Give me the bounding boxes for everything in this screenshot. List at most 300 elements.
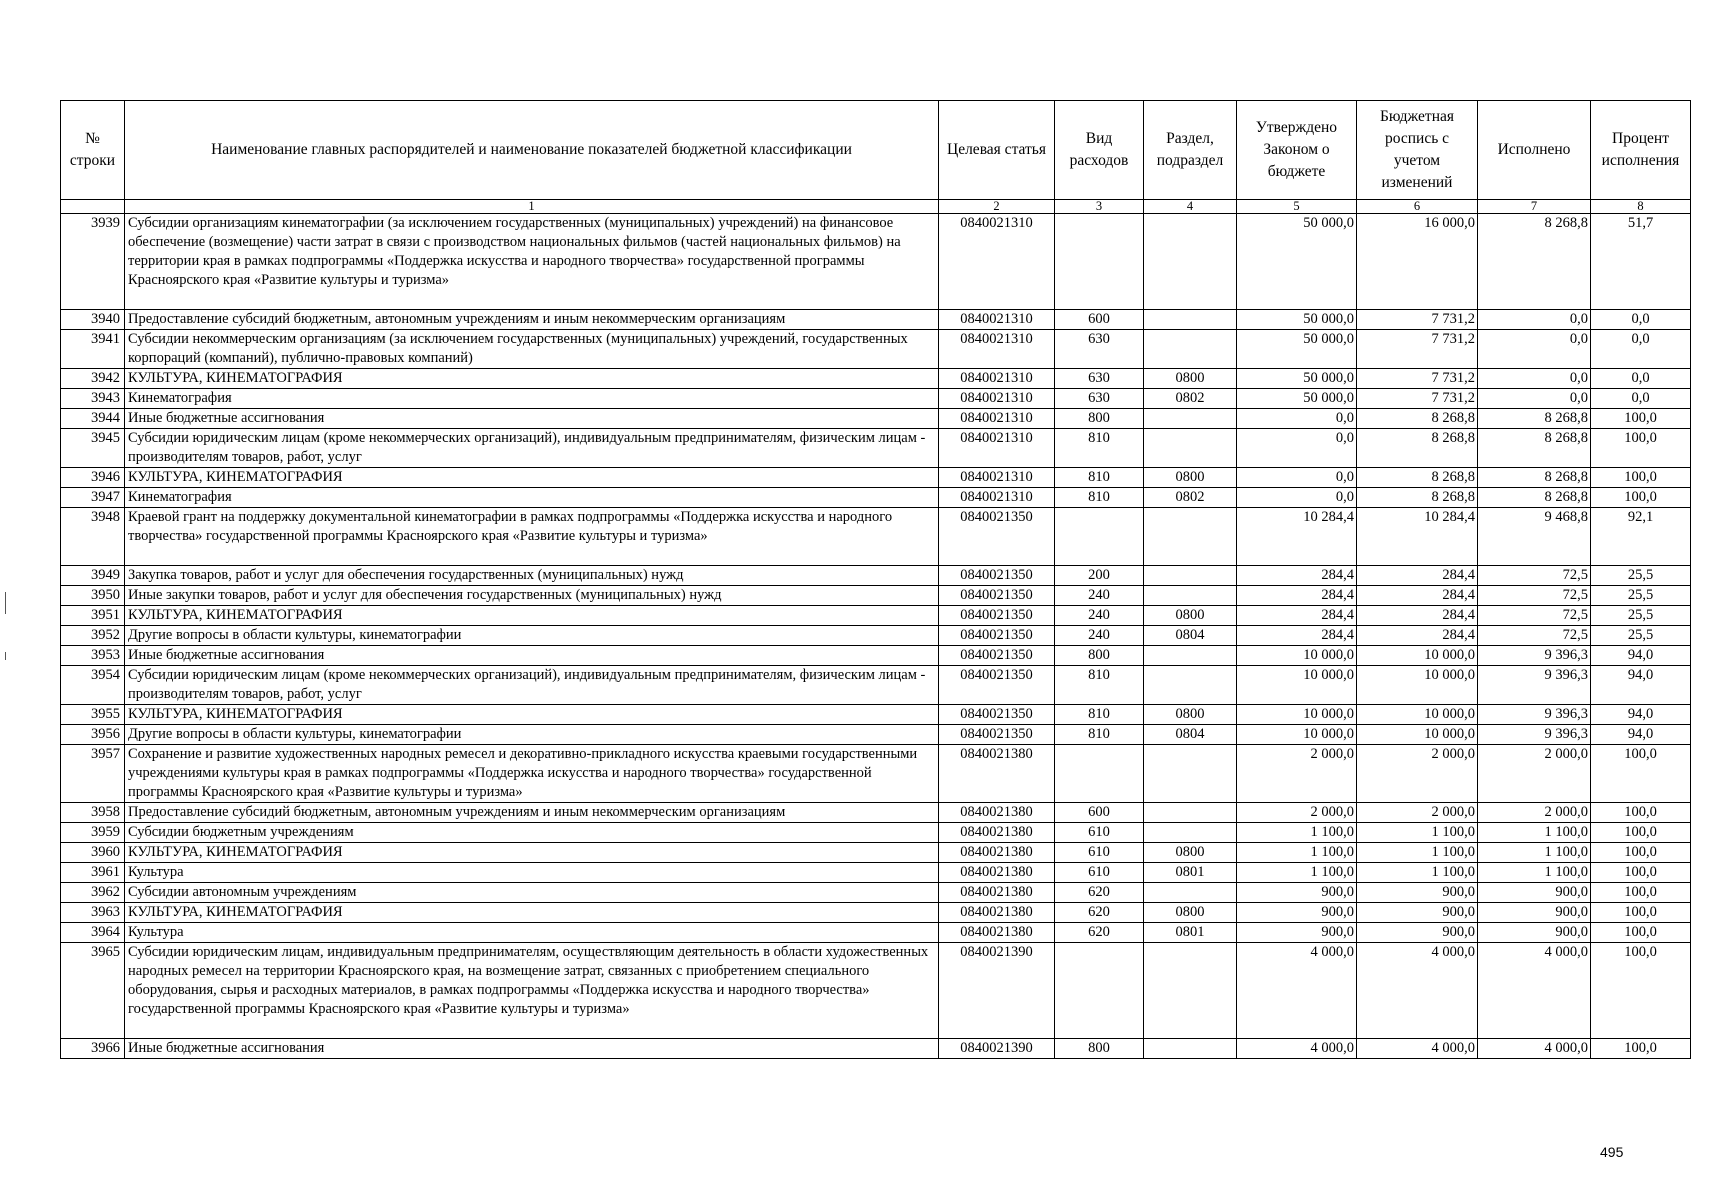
row-number: 3942: [61, 369, 125, 389]
target-article: 0840021350: [939, 626, 1055, 646]
row-number: 3943: [61, 389, 125, 409]
schedule-amount: 16 000,0: [1357, 214, 1478, 310]
execution-percent: 0,0: [1591, 389, 1691, 409]
executed-amount: 0,0: [1478, 330, 1591, 369]
row-number: 3952: [61, 626, 125, 646]
execution-percent: 51,7: [1591, 214, 1691, 310]
executed-amount: 8 268,8: [1478, 214, 1591, 310]
expense-type: 810: [1055, 666, 1144, 705]
row-name: Культура: [125, 923, 939, 943]
row-number: 3957: [61, 745, 125, 803]
schedule-amount: 8 268,8: [1357, 468, 1478, 488]
approved-amount: 0,0: [1237, 468, 1357, 488]
approved-amount: 10 284,4: [1237, 508, 1357, 566]
row-name: КУЛЬТУРА, КИНЕМАТОГРАФИЯ: [125, 606, 939, 626]
schedule-amount: 284,4: [1357, 566, 1478, 586]
approved-amount: 1 100,0: [1237, 843, 1357, 863]
table-row: [61, 606, 1691, 626]
approved-amount: 10 000,0: [1237, 666, 1357, 705]
approved-amount: 0,0: [1237, 409, 1357, 429]
executed-amount: 1 100,0: [1478, 843, 1591, 863]
schedule-amount: 8 268,8: [1357, 488, 1478, 508]
approved-amount: 0,0: [1237, 488, 1357, 508]
table-row: [61, 429, 1691, 468]
header-expense-type: Вид расходов: [1055, 101, 1144, 200]
execution-percent: 94,0: [1591, 705, 1691, 725]
table-row: [61, 883, 1691, 903]
row-name: Кинематография: [125, 488, 939, 508]
section-code: 0801: [1144, 923, 1237, 943]
schedule-amount: 8 268,8: [1357, 409, 1478, 429]
target-article: 0840021310: [939, 488, 1055, 508]
expense-type: 630: [1055, 369, 1144, 389]
schedule-amount: 10 000,0: [1357, 725, 1478, 745]
row-number: 3961: [61, 863, 125, 883]
schedule-amount: 2 000,0: [1357, 803, 1478, 823]
execution-percent: 0,0: [1591, 369, 1691, 389]
approved-amount: 4 000,0: [1237, 1039, 1357, 1059]
table-row: [61, 508, 1691, 566]
budget-table: [60, 100, 1691, 1059]
expense-type: 810: [1055, 488, 1144, 508]
row-name: Иные бюджетные ассигнования: [125, 646, 939, 666]
schedule-amount: 10 284,4: [1357, 508, 1478, 566]
header-percent: Процент исполнения: [1591, 101, 1691, 200]
approved-amount: 50 000,0: [1237, 310, 1357, 330]
approved-amount: 2 000,0: [1237, 803, 1357, 823]
execution-percent: 100,0: [1591, 823, 1691, 843]
row-name: Иные бюджетные ассигнования: [125, 409, 939, 429]
row-number: 3963: [61, 903, 125, 923]
column-number: 5: [1237, 200, 1357, 214]
table-row: [61, 863, 1691, 883]
approved-amount: 0,0: [1237, 429, 1357, 468]
approved-amount: 50 000,0: [1237, 369, 1357, 389]
target-article: 0840021310: [939, 310, 1055, 330]
table-row: [61, 330, 1691, 369]
table-row: [61, 725, 1691, 745]
budget-table-sheet: [60, 100, 1690, 1059]
expense-type: 630: [1055, 389, 1144, 409]
row-name: Культура: [125, 863, 939, 883]
schedule-amount: 1 100,0: [1357, 863, 1478, 883]
table-row: [61, 310, 1691, 330]
approved-amount: 284,4: [1237, 626, 1357, 646]
target-article: 0840021350: [939, 705, 1055, 725]
header-section: Раздел, подраздел: [1144, 101, 1237, 200]
execution-percent: 100,0: [1591, 488, 1691, 508]
column-number: 3: [1055, 200, 1144, 214]
header-executed: Исполнено: [1478, 101, 1591, 200]
section-code: 0801: [1144, 863, 1237, 883]
row-name: Кинематография: [125, 389, 939, 409]
approved-amount: 10 000,0: [1237, 725, 1357, 745]
executed-amount: 8 268,8: [1478, 488, 1591, 508]
schedule-amount: 2 000,0: [1357, 745, 1478, 803]
section-code: [1144, 508, 1237, 566]
header-budget-schedule: Бюджетная роспись с учетом изменений: [1357, 101, 1478, 200]
table-row: [61, 586, 1691, 606]
row-name: КУЛЬТУРА, КИНЕМАТОГРАФИЯ: [125, 705, 939, 725]
expense-type: [1055, 745, 1144, 803]
executed-amount: 900,0: [1478, 923, 1591, 943]
target-article: 0840021310: [939, 468, 1055, 488]
approved-amount: 4 000,0: [1237, 943, 1357, 1039]
execution-percent: 25,5: [1591, 586, 1691, 606]
target-article: 0840021350: [939, 666, 1055, 705]
executed-amount: 900,0: [1478, 903, 1591, 923]
executed-amount: 72,5: [1478, 566, 1591, 586]
execution-percent: 94,0: [1591, 666, 1691, 705]
section-code: 0800: [1144, 903, 1237, 923]
section-code: 0800: [1144, 369, 1237, 389]
row-number: 3948: [61, 508, 125, 566]
row-name: Другие вопросы в области культуры, кинематографии: [125, 725, 939, 745]
executed-amount: 0,0: [1478, 369, 1591, 389]
column-number: 6: [1357, 200, 1478, 214]
header-approved: Утверждено Законом о бюджете: [1237, 101, 1357, 200]
section-code: [1144, 943, 1237, 1039]
row-name: Краевой грант на поддержку документальной кинематографии в рамках подпрограммы «Поддержка искусства и народного творчества» государственной программы Красноярского края «Развитие культуры и туризма»: [125, 508, 939, 566]
execution-percent: 94,0: [1591, 725, 1691, 745]
schedule-amount: 4 000,0: [1357, 943, 1478, 1039]
row-name: Субсидии автономным учреждениям: [125, 883, 939, 903]
approved-amount: 900,0: [1237, 883, 1357, 903]
execution-percent: 0,0: [1591, 330, 1691, 369]
expense-type: 800: [1055, 409, 1144, 429]
target-article: 0840021380: [939, 745, 1055, 803]
row-name: Субсидии некоммерческим организациям (за исключением государственных (муниципальных) учреждений, государственных корпораций (компаний), публично-правовых компаний): [125, 330, 939, 369]
expense-type: [1055, 508, 1144, 566]
header-name: Наименование главных распорядителей и наименование показателей бюджетной классификации: [125, 101, 939, 200]
row-number: 3940: [61, 310, 125, 330]
expense-type: 800: [1055, 1039, 1144, 1059]
row-name: Субсидии юридическим лицам, индивидуальным предпринимателям, осуществляющим деятельность в области художественных народных ремесел на территории Красноярского края, на возмещение затрат, связанных с приобретением специального оборудования, сырья и расходных материалов, в рамках подпрограммы «Поддержка искусства и народного творчества» государственной программы Красноярского края «Развитие культуры и туризма»: [125, 943, 939, 1039]
table-row: [61, 803, 1691, 823]
table-header: [61, 101, 1691, 214]
header-target-article: Целевая статья: [939, 101, 1055, 200]
executed-amount: 8 268,8: [1478, 409, 1591, 429]
section-code: 0802: [1144, 389, 1237, 409]
schedule-amount: 900,0: [1357, 903, 1478, 923]
expense-type: 600: [1055, 803, 1144, 823]
table-row: [61, 943, 1691, 1039]
expense-type: 810: [1055, 468, 1144, 488]
row-number: 3947: [61, 488, 125, 508]
table-row: [61, 646, 1691, 666]
table-row: [61, 389, 1691, 409]
expense-type: 200: [1055, 566, 1144, 586]
target-article: 0840021380: [939, 903, 1055, 923]
approved-amount: 1 100,0: [1237, 863, 1357, 883]
execution-percent: 100,0: [1591, 468, 1691, 488]
schedule-amount: 7 731,2: [1357, 369, 1478, 389]
executed-amount: 0,0: [1478, 310, 1591, 330]
row-number: 3954: [61, 666, 125, 705]
row-name: КУЛЬТУРА, КИНЕМАТОГРАФИЯ: [125, 369, 939, 389]
table-row: [61, 369, 1691, 389]
row-name: Другие вопросы в области культуры, кинематографии: [125, 626, 939, 646]
table-row: [61, 903, 1691, 923]
section-code: 0804: [1144, 725, 1237, 745]
column-number: 1: [125, 200, 939, 214]
column-number: 8: [1591, 200, 1691, 214]
table-row: [61, 488, 1691, 508]
expense-type: 810: [1055, 705, 1144, 725]
expense-type: 810: [1055, 429, 1144, 468]
row-name: Иные бюджетные ассигнования: [125, 1039, 939, 1059]
schedule-amount: 10 000,0: [1357, 666, 1478, 705]
header-row: [61, 101, 1691, 200]
row-number: 3962: [61, 883, 125, 903]
row-name: Субсидии юридическим лицам (кроме некоммерческих организаций), индивидуальным предпринимателям, физическим лицам - производителям товаров, работ, услуг: [125, 429, 939, 468]
execution-percent: 100,0: [1591, 409, 1691, 429]
target-article: 0840021350: [939, 725, 1055, 745]
section-code: [1144, 566, 1237, 586]
scan-mark: [5, 652, 6, 660]
row-number: 3953: [61, 646, 125, 666]
section-code: [1144, 330, 1237, 369]
section-code: [1144, 823, 1237, 843]
row-number: 3964: [61, 923, 125, 943]
column-number: 4: [1144, 200, 1237, 214]
schedule-amount: 4 000,0: [1357, 1039, 1478, 1059]
approved-amount: 284,4: [1237, 606, 1357, 626]
expense-type: [1055, 214, 1144, 310]
schedule-amount: 10 000,0: [1357, 646, 1478, 666]
row-number: 3966: [61, 1039, 125, 1059]
section-code: [1144, 409, 1237, 429]
target-article: 0840021380: [939, 803, 1055, 823]
row-number: 3965: [61, 943, 125, 1039]
execution-percent: 100,0: [1591, 429, 1691, 468]
executed-amount: 1 100,0: [1478, 863, 1591, 883]
target-article: 0840021310: [939, 330, 1055, 369]
table-row: [61, 823, 1691, 843]
approved-amount: 284,4: [1237, 566, 1357, 586]
section-code: [1144, 586, 1237, 606]
execution-percent: 100,0: [1591, 903, 1691, 923]
expense-type: 620: [1055, 903, 1144, 923]
row-name: Субсидии организациям кинематографии (за исключением государственных (муниципальных) учреждений) на финансовое обеспечение (возмещение) части затрат в связи с производством национальных фильмов (частей национальных фильмов) на территории края в рамках подпрограммы «Поддержка искусства и народного творчества» государственной программы Красноярского края «Развитие культуры и туризма»: [125, 214, 939, 310]
section-code: 0800: [1144, 843, 1237, 863]
target-article: 0840021310: [939, 409, 1055, 429]
executed-amount: 8 268,8: [1478, 429, 1591, 468]
executed-amount: 900,0: [1478, 883, 1591, 903]
section-code: [1144, 1039, 1237, 1059]
target-article: 0840021390: [939, 943, 1055, 1039]
row-number: 3955: [61, 705, 125, 725]
section-code: 0804: [1144, 626, 1237, 646]
row-number: 3946: [61, 468, 125, 488]
target-article: 0840021380: [939, 823, 1055, 843]
table-row: [61, 666, 1691, 705]
schedule-amount: 8 268,8: [1357, 429, 1478, 468]
row-name: Субсидии бюджетным учреждениям: [125, 823, 939, 843]
section-code: [1144, 803, 1237, 823]
schedule-amount: 1 100,0: [1357, 823, 1478, 843]
executed-amount: 9 396,3: [1478, 725, 1591, 745]
executed-amount: 2 000,0: [1478, 745, 1591, 803]
expense-type: 240: [1055, 606, 1144, 626]
expense-type: 600: [1055, 310, 1144, 330]
expense-type: 810: [1055, 725, 1144, 745]
schedule-amount: 900,0: [1357, 883, 1478, 903]
expense-type: 620: [1055, 883, 1144, 903]
row-number: 3939: [61, 214, 125, 310]
approved-amount: 900,0: [1237, 903, 1357, 923]
table-row: [61, 409, 1691, 429]
expense-type: 630: [1055, 330, 1144, 369]
schedule-amount: 284,4: [1357, 586, 1478, 606]
row-number: 3941: [61, 330, 125, 369]
section-code: [1144, 883, 1237, 903]
table-row: [61, 843, 1691, 863]
section-code: [1144, 429, 1237, 468]
schedule-amount: 284,4: [1357, 626, 1478, 646]
executed-amount: 2 000,0: [1478, 803, 1591, 823]
row-number: 3960: [61, 843, 125, 863]
column-number-row: [61, 200, 1691, 214]
target-article: 0840021310: [939, 389, 1055, 409]
approved-amount: 284,4: [1237, 586, 1357, 606]
execution-percent: 100,0: [1591, 923, 1691, 943]
section-code: [1144, 646, 1237, 666]
section-code: 0800: [1144, 468, 1237, 488]
page-number: 495: [1600, 1144, 1624, 1160]
execution-percent: 25,5: [1591, 606, 1691, 626]
row-name: Иные закупки товаров, работ и услуг для обеспечения государственных (муниципальных) нужд: [125, 586, 939, 606]
expense-type: 240: [1055, 586, 1144, 606]
approved-amount: 50 000,0: [1237, 330, 1357, 369]
executed-amount: 4 000,0: [1478, 1039, 1591, 1059]
executed-amount: 9 396,3: [1478, 705, 1591, 725]
table-row: [61, 566, 1691, 586]
execution-percent: 100,0: [1591, 803, 1691, 823]
row-number: 3959: [61, 823, 125, 843]
schedule-amount: 900,0: [1357, 923, 1478, 943]
scan-mark: [5, 592, 6, 614]
target-article: 0840021350: [939, 646, 1055, 666]
expense-type: 610: [1055, 863, 1144, 883]
schedule-amount: 284,4: [1357, 606, 1478, 626]
execution-percent: 94,0: [1591, 646, 1691, 666]
execution-percent: 100,0: [1591, 843, 1691, 863]
execution-percent: 100,0: [1591, 745, 1691, 803]
column-number: 7: [1478, 200, 1591, 214]
row-name: КУЛЬТУРА, КИНЕМАТОГРАФИЯ: [125, 903, 939, 923]
approved-amount: 50 000,0: [1237, 389, 1357, 409]
row-name: Предоставление субсидий бюджетным, автономным учреждениям и иным некоммерческим организациям: [125, 310, 939, 330]
approved-amount: 2 000,0: [1237, 745, 1357, 803]
section-code: [1144, 666, 1237, 705]
execution-percent: 100,0: [1591, 883, 1691, 903]
execution-percent: 25,5: [1591, 626, 1691, 646]
row-number: 3951: [61, 606, 125, 626]
table-body: [61, 214, 1691, 1059]
execution-percent: 25,5: [1591, 566, 1691, 586]
section-code: [1144, 214, 1237, 310]
approved-amount: 10 000,0: [1237, 646, 1357, 666]
row-number: 3956: [61, 725, 125, 745]
row-number: 3944: [61, 409, 125, 429]
section-code: [1144, 745, 1237, 803]
row-number: 3945: [61, 429, 125, 468]
schedule-amount: 1 100,0: [1357, 843, 1478, 863]
executed-amount: 9 468,8: [1478, 508, 1591, 566]
expense-type: 620: [1055, 923, 1144, 943]
approved-amount: 900,0: [1237, 923, 1357, 943]
executed-amount: 9 396,3: [1478, 646, 1591, 666]
approved-amount: 1 100,0: [1237, 823, 1357, 843]
header-row-number: № строки: [61, 101, 125, 200]
approved-amount: 10 000,0: [1237, 705, 1357, 725]
expense-type: 610: [1055, 843, 1144, 863]
execution-percent: 0,0: [1591, 310, 1691, 330]
column-number: 2: [939, 200, 1055, 214]
expense-type: [1055, 943, 1144, 1039]
execution-percent: 100,0: [1591, 943, 1691, 1039]
row-number: 3949: [61, 566, 125, 586]
executed-amount: 72,5: [1478, 606, 1591, 626]
row-name: Сохранение и развитие художественных народных ремесел и декоративно-прикладного искусства краевыми государственными учреждениями культуры края в рамках подпрограммы «Поддержка искусства и народного творчества» государственной программы Красноярского края «Развитие культуры и туризма»: [125, 745, 939, 803]
execution-percent: 100,0: [1591, 863, 1691, 883]
target-article: 0840021380: [939, 923, 1055, 943]
section-code: 0800: [1144, 705, 1237, 725]
approved-amount: 50 000,0: [1237, 214, 1357, 310]
table-row: [61, 923, 1691, 943]
expense-type: 240: [1055, 626, 1144, 646]
expense-type: 610: [1055, 823, 1144, 843]
execution-percent: 92,1: [1591, 508, 1691, 566]
executed-amount: 1 100,0: [1478, 823, 1591, 843]
row-number: 3958: [61, 803, 125, 823]
row-name: Субсидии юридическим лицам (кроме некоммерческих организаций), индивидуальным предпринимателям, физическим лицам - производителям товаров, работ, услуг: [125, 666, 939, 705]
schedule-amount: 7 731,2: [1357, 310, 1478, 330]
target-article: 0840021350: [939, 566, 1055, 586]
schedule-amount: 7 731,2: [1357, 330, 1478, 369]
target-article: 0840021350: [939, 508, 1055, 566]
executed-amount: 0,0: [1478, 389, 1591, 409]
column-number-blank: [61, 200, 125, 214]
expense-type: 800: [1055, 646, 1144, 666]
executed-amount: 72,5: [1478, 626, 1591, 646]
schedule-amount: 10 000,0: [1357, 705, 1478, 725]
section-code: 0802: [1144, 488, 1237, 508]
executed-amount: 9 396,3: [1478, 666, 1591, 705]
table-row: [61, 745, 1691, 803]
target-article: 0840021310: [939, 369, 1055, 389]
section-code: 0800: [1144, 606, 1237, 626]
executed-amount: 72,5: [1478, 586, 1591, 606]
row-name: КУЛЬТУРА, КИНЕМАТОГРАФИЯ: [125, 468, 939, 488]
executed-amount: 4 000,0: [1478, 943, 1591, 1039]
target-article: 0840021310: [939, 429, 1055, 468]
section-code: [1144, 310, 1237, 330]
schedule-amount: 7 731,2: [1357, 389, 1478, 409]
table-row: [61, 1039, 1691, 1059]
target-article: 0840021380: [939, 843, 1055, 863]
row-name: Закупка товаров, работ и услуг для обеспечения государственных (муниципальных) нужд: [125, 566, 939, 586]
target-article: 0840021380: [939, 883, 1055, 903]
executed-amount: 8 268,8: [1478, 468, 1591, 488]
table-row: [61, 214, 1691, 310]
row-name: Предоставление субсидий бюджетным, автономным учреждениям и иным некоммерческим организациям: [125, 803, 939, 823]
row-name: КУЛЬТУРА, КИНЕМАТОГРАФИЯ: [125, 843, 939, 863]
target-article: 0840021350: [939, 606, 1055, 626]
execution-percent: 100,0: [1591, 1039, 1691, 1059]
table-row: [61, 626, 1691, 646]
